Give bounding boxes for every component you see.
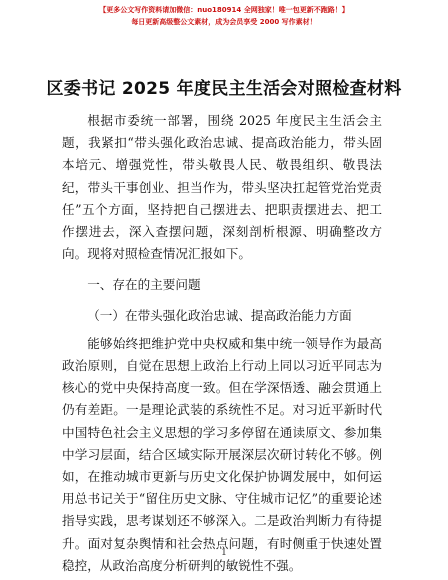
promo-banner	[0, 4, 448, 28]
intro-paragraph: 根据市委统一部署，围绕 2025 年度民主生活会主题，我紧扣“带头强化政治忠诚、提高政治能力，带头固本培元、增强党性，带头敬畏人民、敬畏组织、敬畏法纪，带头干事创业、担当作为，带头坚决扛起管党治党责任”五个方面，坚持把自己摆进去、把职责摆进去、把工作摆进去，深入查摆问题，深刻剖析根源、明确整改方向。现将对照检查情况汇报如下。	[62, 113, 382, 262]
subsection-heading: （一）在带头强化政治忠诚、提高政治能力方面	[87, 307, 352, 323]
document-body	[62, 110, 382, 577]
promo-banner-line-2: 每日更新高级整公文素材，成为会员享受 2000 写作素材！	[131, 18, 317, 26]
page-number: 1	[221, 548, 227, 558]
promo-banner-line-1: 【更多公文写作资料请加微信：nuo180914 全网独家！唯一包更新不跑路！】	[99, 6, 349, 14]
document-title: 区委书记 2025 年度民主生活会对照检查材料	[46, 79, 402, 99]
body-paragraph: 能够始终把维护党中央权威和集中统一领导作为最高政治原则，自觉在思想上政治上行动上同以习近平同志为核心的党中央保持高度一致。但在学深悟透、融会贯通上仍有差距。一是理论武装的系统性不足。对习近平新时代中国特色社会主义思想的学习多停留在通读原文、参加集中学习层面，结合区域实际开展深层次研讨转化不够。例如，在推动城市更新与历史文化保护协调发展中，如何运用总书记关于“留住历史文脉、守住城市记忆”的重要论述指导实践，思考谋划还不够深入。二是政治判断力有待提升。面对复杂舆情和社会热点问题，有时侧重于快速处置稳控，从政治高度分析研判的敏锐性不强。	[62, 335, 382, 573]
section-heading: 一、存在的主要问题	[87, 277, 201, 293]
